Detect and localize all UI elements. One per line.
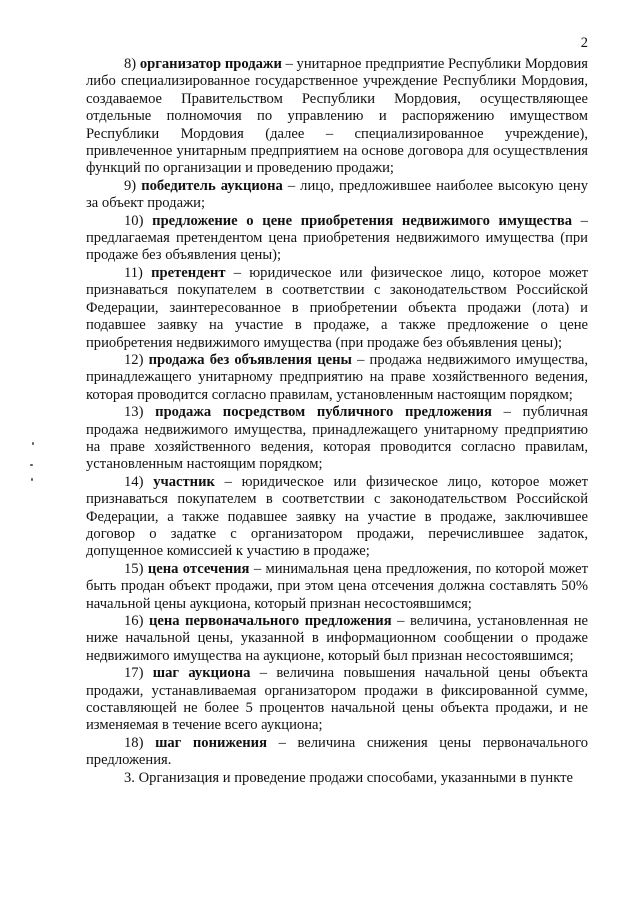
section-text: Организация и проведение продажи способами, указанными в пункте — [138, 769, 573, 786]
definition-paragraph — [86, 352, 588, 404]
defined-term: продажа без объявления цены — [148, 351, 352, 368]
item-number: 9) — [124, 177, 137, 194]
definition-paragraph — [86, 404, 588, 474]
item-number: 15) — [124, 560, 144, 577]
defined-term: продажа посредством публичного предложения — [155, 404, 492, 421]
definition-paragraph — [86, 56, 588, 178]
section-paragraph — [86, 770, 588, 787]
definition-paragraph — [86, 474, 588, 561]
page-number: 2 — [580, 35, 588, 51]
item-number: 16) — [124, 613, 144, 629]
item-number: 11) — [124, 264, 143, 281]
defined-term: участник — [153, 473, 215, 490]
item-number: 17) — [124, 665, 144, 682]
defined-term: цена отсечения — [147, 560, 250, 577]
definition-paragraph — [86, 613, 588, 665]
definition-text: – унитарное предприятие Республики Мордовия либо специализированное государственное учреждение Республики Мордовия, создаваемое Правительством Республики Мордовия, осуществляющее отдельные полномочия по управлению и распоряжению имуществом Республики Мордовия (далее – специализированное учреждение), привлеченное унитарным предприятием на основе договора для осуществления функций по организации и проведению продажи; — [86, 56, 588, 177]
definition-text: – публичная продажа недвижимого имущества, принадлежащего унитарному предприятию на праве хозяйственного ведения, которая проводится согласно правилам, установленным настоящим порядком; — [86, 404, 588, 473]
scan-specks — [26, 440, 56, 500]
definition-text: – величина, установленная не ниже начальной цены, указанной в информационном сообщении о продаже недвижимого имущества на аукционе, который был признан несостоявшимся; — [86, 613, 588, 664]
defined-term: шаг аукциона — [152, 665, 251, 682]
defined-term: цена первоначального предложения — [149, 613, 392, 629]
defined-term: предложение о цене приобретения недвижимого имущества — [152, 212, 572, 229]
document-body — [86, 56, 588, 787]
defined-term: шаг понижения — [155, 734, 267, 751]
defined-term: организатор продажи — [139, 56, 282, 72]
definition-text: – величина снижения цены первоначального предложения. — [86, 734, 589, 769]
definition-text: – величина повышения начальной цены объекта продажи, устанавливаемая организатором продажи в фиксированной сумме, составляющей не более 5 процентов начальной цены объекта продажи, и не изменяемая в течение всего аукциона; — [86, 665, 588, 734]
definition-paragraph — [86, 265, 588, 352]
definition-text: – минимальная цена предложения, по которой может быть продан объект продажи, при этом цена отсечения должна составлять 50% начальной цены аукциона, который признан несостоявшимся; — [86, 560, 588, 612]
definition-text: – продажа недвижимого имущества, принадлежащего унитарному предприятию на праве хозяйственного ведения, которая проводится согласно правилам, установленным настоящим порядком; — [86, 351, 588, 403]
definition-paragraph — [86, 178, 588, 213]
defined-term: победитель аукциона — [141, 177, 283, 194]
definition-paragraph — [86, 735, 588, 770]
definition-text: – юридическое или физическое лицо, которое может признаваться покупателем в соответствии с законодательством Российской Федерации, заинтересованное в приобретении объекта продажи (лота) и подавшее заявку на участие в продаже, а также предложение о цене приобретения недвижимого имущества (при продаже без объявления цены); — [86, 264, 588, 351]
item-number: 8) — [124, 56, 137, 72]
item-number: 3. — [124, 769, 135, 786]
definition-text: – лицо, предложившее наиболее высокую цену за объект продажи; — [86, 177, 588, 212]
defined-term: претендент — [151, 264, 226, 281]
item-number: 13) — [124, 404, 144, 421]
definition-text: – предлагаемая претендентом цена приобретения недвижимого имущества (при продаже без объявления цены); — [86, 212, 588, 264]
item-number: 18) — [124, 734, 144, 751]
definition-text: – юридическое или физическое лицо, которое может признаваться покупателем в соответствии с законодательством Российской Федерации, а также подавшее заявку на участие в продаже, заключившее договор о задатке с организатором продажи, перечислившее задаток, допущенное комиссией к участию в продаже; — [86, 473, 588, 560]
definition-paragraph — [86, 665, 588, 735]
item-number: 12) — [124, 351, 144, 368]
item-number: 14) — [124, 473, 144, 490]
item-number: 10) — [124, 212, 144, 229]
definition-paragraph — [86, 213, 588, 265]
definition-paragraph — [86, 561, 588, 613]
